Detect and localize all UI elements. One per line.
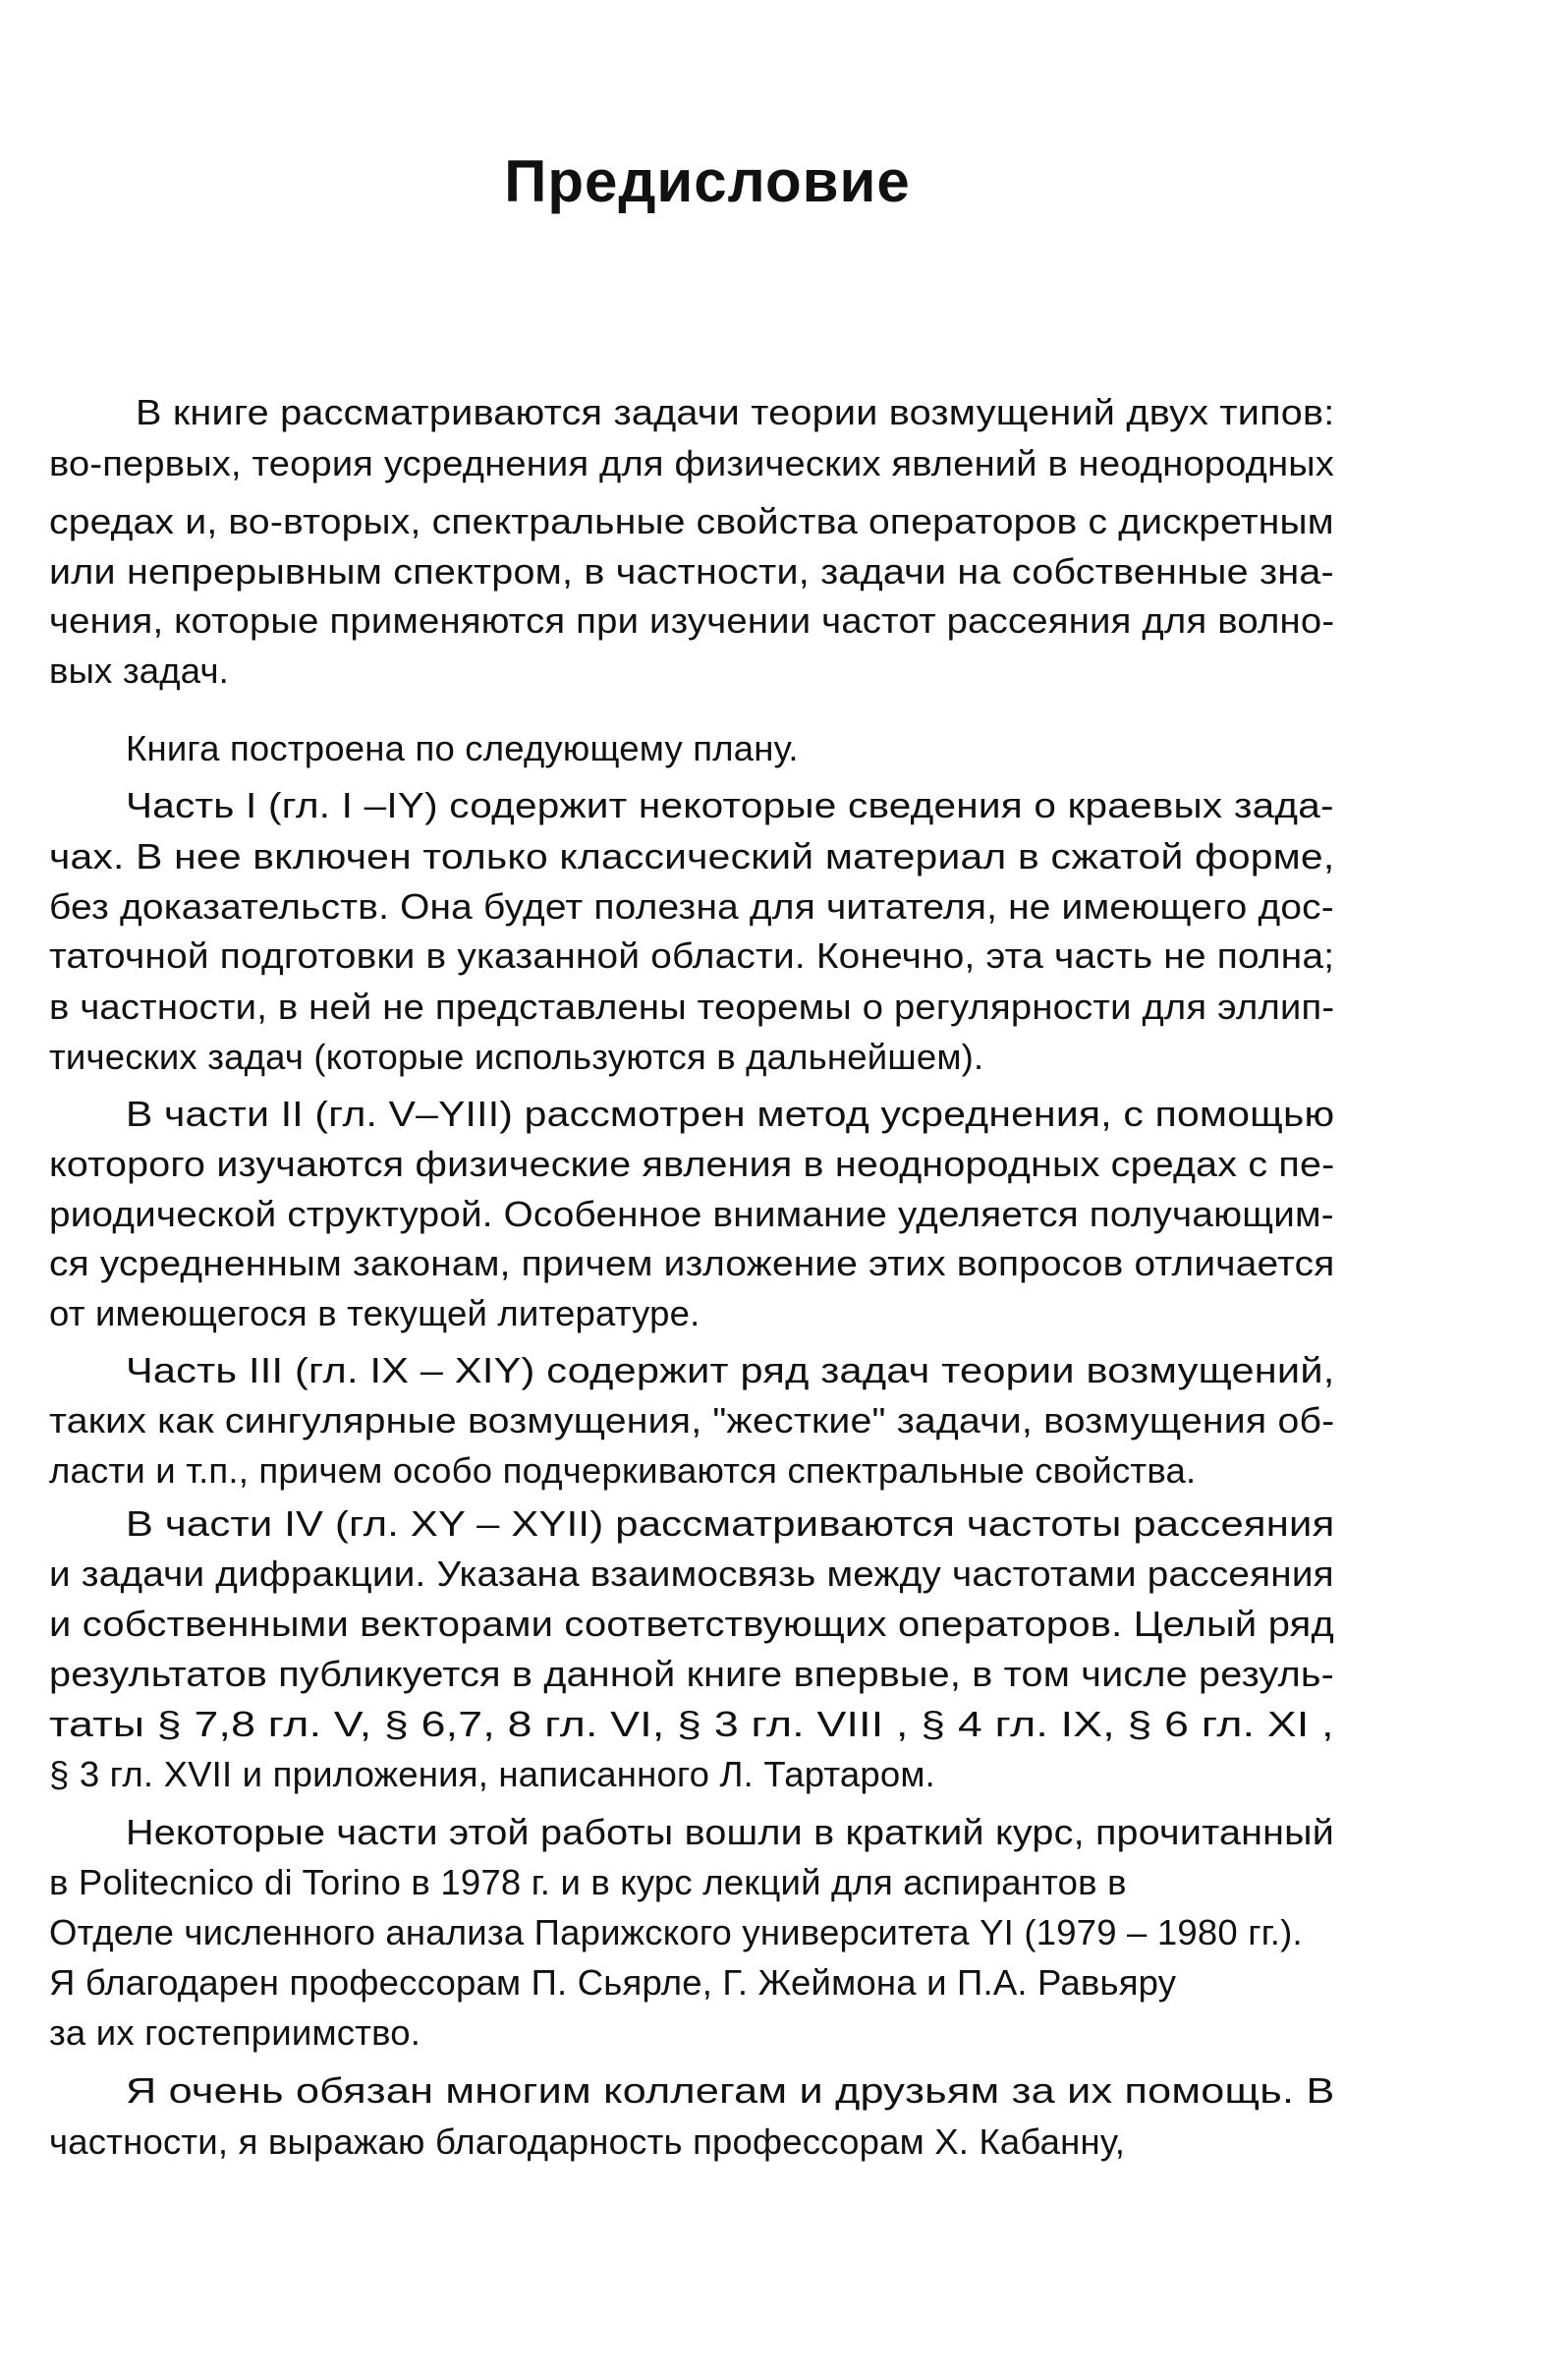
text-line: средах и, во-вторых, спектральные свойства операторов с дискретным xyxy=(49,501,1334,541)
text-line: и задачи дифракции. Указана взаимосвязь между частотами рассеяния xyxy=(49,1554,1334,1594)
text-line: результатов публикуется в данной книге впервые, в том числе резуль- xyxy=(49,1654,1335,1694)
text-line: Книга построена по следующему плану. xyxy=(126,728,799,768)
text-line: чения, которые применяются при изучении частот рассеяния для волно- xyxy=(49,600,1335,641)
page-title: Предисловие xyxy=(504,148,911,214)
text-line: и собственными векторами соответствующих операторов. Целый ряд xyxy=(49,1604,1334,1644)
text-line: вых задач. xyxy=(49,650,230,691)
text-line: В книге рассматриваются задачи теории возмущений двух типов: xyxy=(136,392,1335,432)
text-line: Часть III (гл. IX – XIY) содержит ряд задач теории возмущений, xyxy=(126,1350,1335,1390)
text-line: тических задач (которые используются в дальнейшем). xyxy=(49,1037,984,1077)
text-line: без доказательств. Она будет полезна для читателя, не имеющего дос- xyxy=(49,886,1334,927)
text-line: за их гостеприимство. xyxy=(49,2012,421,2053)
text-line: которого изучаются физические явления в неоднородных средах с пе- xyxy=(49,1144,1335,1184)
text-line: В части II (гл. V–YIII) рассмотрен метод усреднения, с помощью xyxy=(126,1094,1335,1134)
text-line: В части IV (гл. XY – XYII) рассматриваются частоты рассеяния xyxy=(126,1503,1335,1544)
text-line: от имеющегося в текущей литературе. xyxy=(49,1293,700,1333)
text-line: таточной подготовки в указанной области. Конечно, эта часть не полна; xyxy=(49,935,1335,976)
text-line: Часть I (гл. I –IY) содержит некоторые сведения о краевых зада- xyxy=(126,785,1334,825)
text-line: Отделе численного анализа Парижского университета YI (1979 – 1980 гг.). xyxy=(49,1912,1303,1952)
text-line: риодической структурой. Особенное внимание уделяется получающим- xyxy=(49,1194,1334,1234)
text-line: частности, я выражаю благодарность профессорам Х. Кабанну, xyxy=(49,2121,1126,2162)
text-line: Я очень обязан многим коллегам и друзьям за их помощь. В xyxy=(126,2070,1335,2111)
text-line: ласти и т.п., причем особо подчеркиваются спектральные свойства. xyxy=(49,1450,1197,1491)
text-line: в Politecnico di Torino в 1978 г. и в курс лекций для аспирантов в xyxy=(49,1862,1127,1902)
text-line: Я благодарен профессорам П. Сьярле, Г. Жеймона и П.А. Равьяру xyxy=(49,1962,1177,2003)
text-line: во-первых, теория усреднения для физических явлений в неоднородных xyxy=(49,443,1335,483)
text-line: таких как сингулярные возмущения, "жесткие" задачи, возмущения об- xyxy=(49,1400,1335,1441)
text-line: Некоторые части этой работы вошли в краткий курс, прочитанный xyxy=(126,1812,1335,1852)
text-line: чах. В нее включен только классический материал в сжатой форме, xyxy=(49,836,1335,876)
text-line: таты § 7,8 гл. V, § 6,7, 8 гл. VI, § 3 гл. VIII , § 4 гл. IX, § 6 гл. XI , xyxy=(49,1704,1334,1744)
text-line: § 3 гл. XVII и приложения, написанного Л. Тартаром. xyxy=(49,1754,936,1794)
text-line: или непрерывным спектром, в частности, задачи на собственные зна- xyxy=(49,551,1334,592)
text-line: в частности, в ней не представлены теоремы о регулярности для эллип- xyxy=(49,987,1335,1027)
text-line: ся усредненным законам, причем изложение этих вопросов отличается xyxy=(49,1243,1335,1283)
